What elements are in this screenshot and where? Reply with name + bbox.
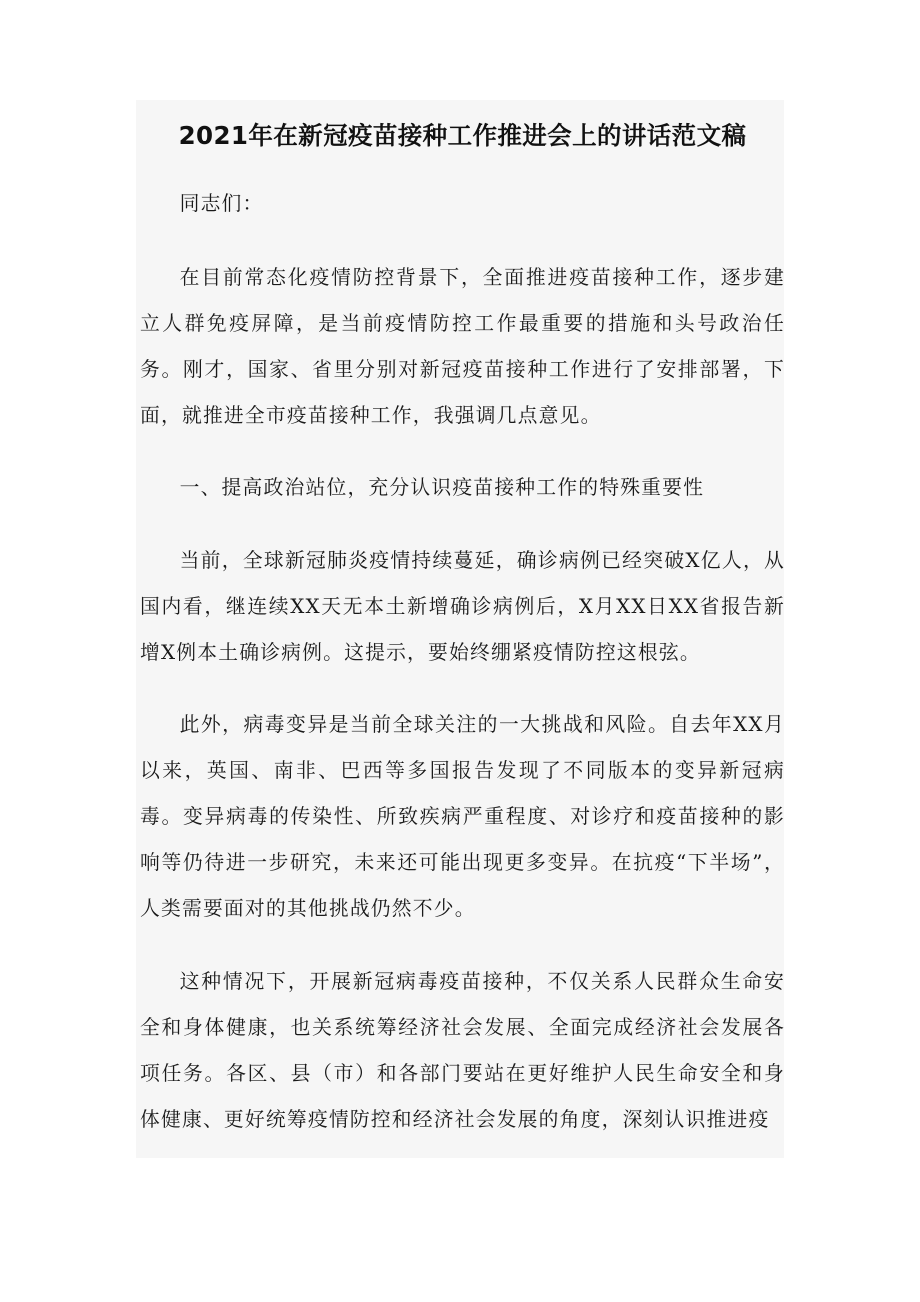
paragraph-intro: 在目前常态化疫情防控背景下，全面推进疫苗接种工作，逐步建立人群免疫屏障，是当前疫情防控工作最重要的措施和头号政治任务。刚才，国家、省里分别对新冠疫苗接种工作进行了安排部署，下面，就推进全市疫苗接种工作，我强调几点意见。 [140,266,785,427]
paragraph-variants: 此外，病毒变异是当前全球关注的一大挑战和风险。自去年XX月以来，英国、南非、巴西等多国报告发现了不同版本的变异新冠病毒。变异病毒的传染性、所致疾病严重程度、对诊疗和疫苗接种的影响等仍待进一步研究，未来还可能出现更多变异。在抗疫“下半场”，人类需要面对的其他挑战仍然不少。 [140,713,785,920]
document-title: 2021年在新冠疫苗接种工作推进会上的讲话范文稿 [178,121,747,150]
paragraph-situation: 当前，全球新冠肺炎疫情持续蔓延，确诊病例已经突破X亿人，从国内看，继连续XX天无本土新增确诊病例后，X月XX日XX省报告新增X例本土确诊病例。这提示，要始终绷紧疫情防控这根弦。 [140,549,785,664]
document-body [140,112,785,1143]
section-heading: 一、提高政治站位，充分认识疫苗接种工作的特殊重要性 [179,476,705,499]
salutation: 同志们： [179,192,264,215]
paragraph-significance: 这种情况下，开展新冠病毒疫苗接种，不仅关系人民群众生命安全和身体健康，也关系统筹经济社会发展、全面完成经济社会发展各项任务。各区、县（市）和各部门要站在更好维护人民生命安全和身体健康、更好统筹疫情防控和经济社会发展的角度，深刻认识推进疫 [140,970,785,1131]
